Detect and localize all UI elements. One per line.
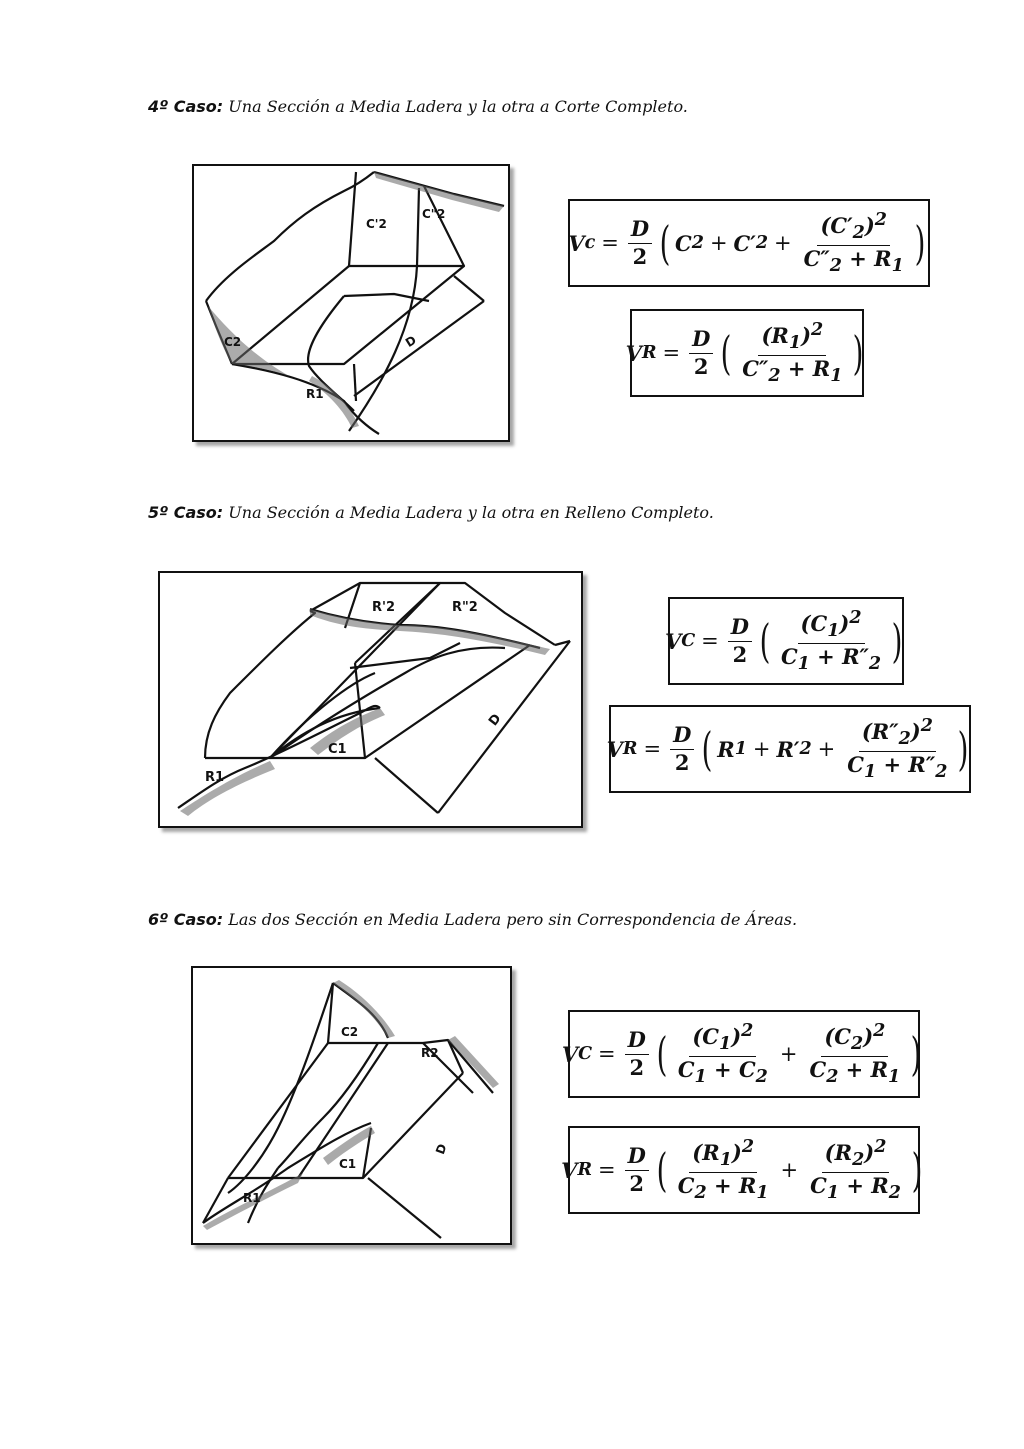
case-6-label-r2: R2: [421, 1046, 439, 1060]
case-4-diagram: [194, 166, 508, 440]
case-4-label-c2: C2: [224, 335, 242, 349]
case-6-formula-vc: V C = $\frac{D}{2}$ ( $\frac{(C_1)^2}{C_1 + C_2}$ + $\frac{(C_2)^2}{C_2 + R_1}$ ): [568, 1010, 920, 1098]
case-6-label-c2: C2: [341, 1025, 359, 1039]
case-4-label: 4º Caso:: [148, 97, 224, 116]
case-4-text: Una Sección a Media Ladera y la otra a Corte Completo.: [228, 97, 688, 116]
case-5-figure: [158, 571, 583, 828]
case-4-formula-vr: V R = $\frac{D}{2}$ ( $\frac{(R_1)^2}{C''_2 + R_1}$ ): [630, 309, 864, 397]
case-5-text: Una Sección a Media Ladera y la otra en Relleno Completo.: [228, 503, 714, 522]
case-6-label-r1: R1: [243, 1191, 261, 1205]
case-6-diagram: [193, 968, 510, 1243]
case-6-formula-vr: V R = $\frac{D}{2}$ ( $\frac{(R_1)^2}{C_2 + R_1}$ + $\frac{(R_2)^2}{C_1 + R_2}$ ): [568, 1126, 920, 1214]
case-4-formula-vc: V c = $\frac{D}{2}$ ( C 2 + C′ 2 + $\frac{(C'_2)^2}{C''_2 + R_1}$ ): [568, 199, 930, 287]
case-5-heading: [148, 503, 714, 522]
case-5-formula-vr: V R = $\frac{D}{2}$ ( R 1 + R′ 2 + $\frac{(R''_2)^2}{C_1 + R''_2}$ ): [609, 705, 971, 793]
case-4-heading: [148, 97, 688, 116]
case-6-label-c1: C1: [339, 1157, 357, 1171]
case-6-text: Las dos Sección en Media Ladera pero sin Correspondencia de Áreas.: [228, 910, 798, 929]
case-5-label-c1: C1: [328, 742, 347, 757]
case-4-label-r1: R1: [306, 387, 324, 401]
case-6-heading: [148, 910, 797, 929]
case-6-label-d: D: [433, 1141, 450, 1157]
case-5-label-d: D: [486, 711, 505, 730]
case-6-figure: [191, 966, 512, 1245]
case-4-label-cp2: C'2: [366, 217, 387, 231]
case-5-label-r1: R1: [205, 770, 225, 785]
case-4-label-cpp2: C"2: [422, 207, 446, 221]
case-5-diagram: [160, 573, 581, 826]
case-4-label-d: D: [402, 332, 419, 351]
case-5-label-rp2: R'2: [372, 600, 396, 615]
case-5-label: 5º Caso:: [148, 503, 224, 522]
case-6-label: 6º Caso:: [148, 910, 224, 929]
case-5-label-rpp2: R"2: [452, 600, 478, 615]
case-5-formula-vc: V C = $\frac{D}{2}$ ( $\frac{(C_1)^2}{C_1 + R''_2}$ ): [668, 597, 904, 685]
case-4-figure: [192, 164, 510, 442]
